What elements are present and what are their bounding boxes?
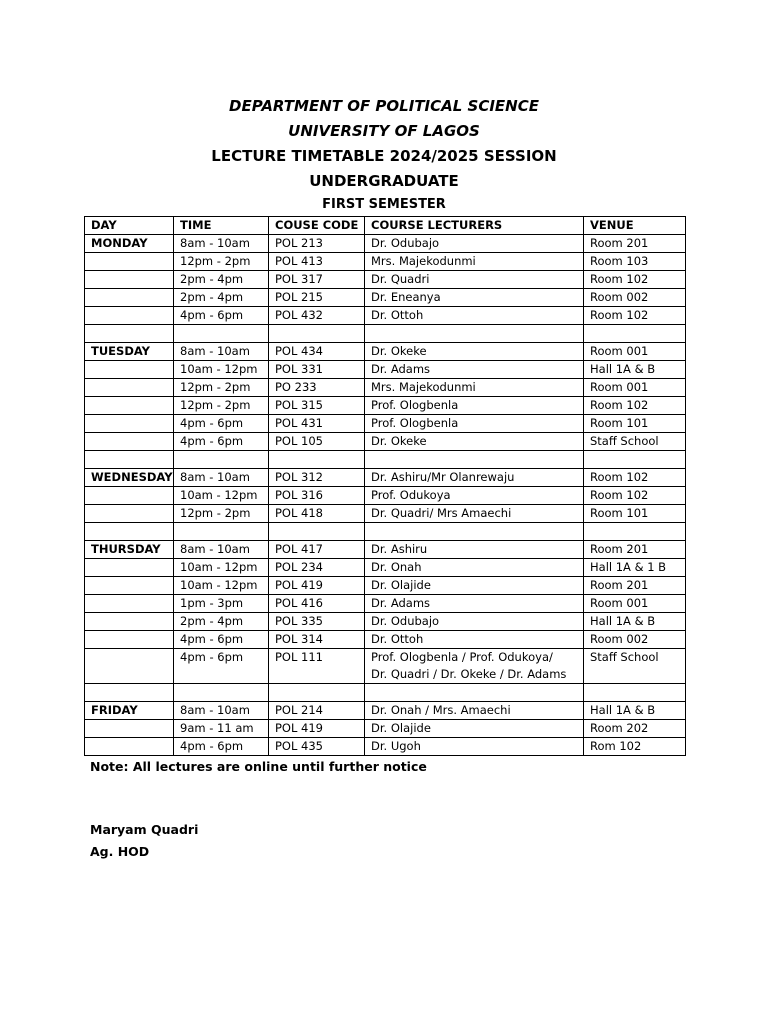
day-cell: MONDAY	[85, 235, 174, 253]
course-code-cell: POL 418	[269, 505, 365, 523]
time-cell: 8am - 10am	[174, 541, 269, 559]
time-cell: 4pm - 6pm	[174, 649, 269, 684]
time-cell: 4pm - 6pm	[174, 433, 269, 451]
time-cell: 10am - 12pm	[174, 577, 269, 595]
lecturer-cell	[365, 523, 584, 541]
lecturer-cell: Dr. Eneanya	[365, 289, 584, 307]
time-cell: 1pm - 3pm	[174, 595, 269, 613]
table-row	[85, 235, 686, 253]
course-code-cell: POL 213	[269, 235, 365, 253]
time-cell: 8am - 10am	[174, 235, 269, 253]
lecturer-cell: Dr. Ottoh	[365, 307, 584, 325]
day-cell	[85, 307, 174, 325]
venue-cell: Room 201	[584, 235, 686, 253]
day-cell	[85, 559, 174, 577]
lecturer-cell: Prof. Odukoya	[365, 487, 584, 505]
time-cell: 4pm - 6pm	[174, 631, 269, 649]
day-cell	[85, 505, 174, 523]
time-cell: 2pm - 4pm	[174, 289, 269, 307]
lecturer-cell: Dr. Okeke	[365, 433, 584, 451]
time-cell: 12pm - 2pm	[174, 397, 269, 415]
semester-title: FIRST SEMESTER	[322, 197, 446, 212]
venue-cell: Hall 1A & 1 B	[584, 559, 686, 577]
course-code-cell	[269, 451, 365, 469]
lecturer-cell: Dr. Onah	[365, 559, 584, 577]
venue-cell: Room 001	[584, 379, 686, 397]
course-code-cell: POL 214	[269, 702, 365, 720]
department-title: DEPARTMENT OF POLITICAL SCIENCE	[229, 97, 539, 115]
time-cell: 12pm - 2pm	[174, 379, 269, 397]
lecturer-line: Prof. Ologbenla / Prof. Odukoya/	[371, 650, 553, 664]
table-row	[85, 253, 686, 271]
course-code-cell: POL 234	[269, 559, 365, 577]
lecturer-cell: Dr. Olajide	[365, 577, 584, 595]
venue-cell: Room 002	[584, 631, 686, 649]
table-row	[85, 379, 686, 397]
lecturer-cell: Prof. Ologbenla	[365, 397, 584, 415]
day-cell	[85, 271, 174, 289]
venue-cell: Room 202	[584, 720, 686, 738]
table-row	[85, 649, 686, 684]
course-code-cell: POL 105	[269, 433, 365, 451]
time-cell	[174, 684, 269, 702]
day-cell: THURSDAY	[85, 541, 174, 559]
venue-cell	[584, 523, 686, 541]
lecturer-cell	[365, 451, 584, 469]
lecturer-cell: Mrs. Majekodunmi	[365, 253, 584, 271]
course-code-cell: POL 419	[269, 577, 365, 595]
day-cell: WEDNESDAY	[85, 469, 174, 487]
timetable-body	[85, 235, 686, 756]
venue-cell: Hall 1A & B	[584, 613, 686, 631]
time-cell: 12pm - 2pm	[174, 253, 269, 271]
venue-cell: Room 101	[584, 505, 686, 523]
time-cell: 2pm - 4pm	[174, 613, 269, 631]
day-cell	[85, 720, 174, 738]
course-code-cell: POL 434	[269, 343, 365, 361]
table-row	[85, 505, 686, 523]
university-title: UNIVERSITY OF LAGOS	[288, 122, 480, 140]
venue-cell: Room 102	[584, 397, 686, 415]
table-row	[85, 343, 686, 361]
time-cell	[174, 325, 269, 343]
table-row	[85, 289, 686, 307]
column-header-time: TIME	[174, 217, 269, 235]
day-cell: TUESDAY	[85, 343, 174, 361]
day-cell	[85, 361, 174, 379]
table-row	[85, 720, 686, 738]
day-cell	[85, 415, 174, 433]
day-cell	[85, 451, 174, 469]
venue-cell	[584, 451, 686, 469]
course-code-cell: POL 316	[269, 487, 365, 505]
table-row	[85, 541, 686, 559]
day-cell: FRIDAY	[85, 702, 174, 720]
lecturer-cell: Dr. Ashiru	[365, 541, 584, 559]
course-code-cell: POL 315	[269, 397, 365, 415]
venue-cell: Room 001	[584, 343, 686, 361]
course-code-cell: POL 215	[269, 289, 365, 307]
course-code-cell: POL 314	[269, 631, 365, 649]
venue-cell: Room 201	[584, 541, 686, 559]
venue-cell: Room 102	[584, 487, 686, 505]
table-row	[85, 361, 686, 379]
column-header-lecturers: COURSE LECTURERS	[365, 217, 584, 235]
level-title: UNDERGRADUATE	[309, 172, 459, 190]
column-header-course-code: COUSE CODE	[269, 217, 365, 235]
lecturer-cell	[365, 684, 584, 702]
venue-cell: Room 001	[584, 595, 686, 613]
venue-cell	[584, 684, 686, 702]
table-row	[85, 559, 686, 577]
table-row	[85, 307, 686, 325]
lecturer-cell: Dr. Ashiru/Mr Olanrewaju	[365, 469, 584, 487]
lecturer-cell: Dr. Quadri	[365, 271, 584, 289]
lecturer-cell: Dr. Okeke	[365, 343, 584, 361]
table-row	[85, 433, 686, 451]
table-row	[85, 631, 686, 649]
table-row	[85, 577, 686, 595]
lecturer-cell: Dr. Adams	[365, 595, 584, 613]
online-notice: Note: All lectures are online until further notice	[90, 759, 427, 774]
table-row	[85, 469, 686, 487]
venue-cell	[584, 325, 686, 343]
venue-cell: Room 103	[584, 253, 686, 271]
course-code-cell: POL 331	[269, 361, 365, 379]
time-cell: 8am - 10am	[174, 702, 269, 720]
lecturer-cell: Dr. Olajide	[365, 720, 584, 738]
venue-cell: Room 102	[584, 271, 686, 289]
column-header-venue: VENUE	[584, 217, 686, 235]
signatory-name: Maryam Quadri	[90, 822, 199, 837]
venue-cell: Hall 1A & B	[584, 361, 686, 379]
table-row	[85, 738, 686, 756]
day-cell	[85, 613, 174, 631]
time-cell: 10am - 12pm	[174, 361, 269, 379]
day-cell	[85, 433, 174, 451]
course-code-cell: POL 317	[269, 271, 365, 289]
time-cell: 8am - 10am	[174, 469, 269, 487]
venue-cell: Room 101	[584, 415, 686, 433]
table-row	[85, 415, 686, 433]
time-cell	[174, 451, 269, 469]
lecturer-cell: Dr. Quadri/ Mrs Amaechi	[365, 505, 584, 523]
table-row	[85, 325, 686, 343]
venue-cell: Room 002	[584, 289, 686, 307]
table-row	[85, 397, 686, 415]
venue-cell: Room 102	[584, 307, 686, 325]
lecturer-cell	[365, 325, 584, 343]
table-row	[85, 523, 686, 541]
signature-block	[90, 821, 198, 865]
day-cell	[85, 577, 174, 595]
table-row	[85, 595, 686, 613]
time-cell: 10am - 12pm	[174, 487, 269, 505]
course-code-cell: POL 111	[269, 649, 365, 684]
timetable-title: LECTURE TIMETABLE 2024/2025 SESSION	[211, 147, 557, 165]
venue-cell: Staff School	[584, 433, 686, 451]
course-code-cell: POL 417	[269, 541, 365, 559]
course-code-cell	[269, 684, 365, 702]
table-row	[85, 451, 686, 469]
table-row	[85, 684, 686, 702]
time-cell: 8am - 10am	[174, 343, 269, 361]
signatory-title: Ag. HOD	[90, 844, 150, 859]
venue-cell: Staff School	[584, 649, 686, 684]
venue-cell: Room 102	[584, 469, 686, 487]
course-code-cell	[269, 325, 365, 343]
lecturer-cell	[365, 649, 584, 684]
course-code-cell: POL 435	[269, 738, 365, 756]
day-cell	[85, 379, 174, 397]
lecturer-cell: Dr. Odubajo	[365, 235, 584, 253]
table-row	[85, 702, 686, 720]
table-row	[85, 487, 686, 505]
table-header-row	[85, 217, 686, 235]
course-code-cell	[269, 523, 365, 541]
lecturer-cell: Dr. Adams	[365, 361, 584, 379]
venue-cell: Hall 1A & B	[584, 702, 686, 720]
day-cell	[85, 649, 174, 684]
lecturer-cell: Dr. Onah / Mrs. Amaechi	[365, 702, 584, 720]
time-cell: 9am - 11 am	[174, 720, 269, 738]
day-cell	[85, 631, 174, 649]
day-cell	[85, 738, 174, 756]
course-code-cell: POL 335	[269, 613, 365, 631]
course-code-cell: POL 416	[269, 595, 365, 613]
lecturer-line: Dr. Quadri / Dr. Okeke / Dr. Adams	[371, 667, 567, 681]
day-cell	[85, 325, 174, 343]
time-cell	[174, 523, 269, 541]
day-cell	[85, 684, 174, 702]
time-cell: 4pm - 6pm	[174, 415, 269, 433]
document-header	[0, 94, 768, 216]
day-cell	[85, 487, 174, 505]
day-cell	[85, 595, 174, 613]
lecture-timetable	[84, 216, 686, 756]
day-cell	[85, 397, 174, 415]
day-cell	[85, 253, 174, 271]
time-cell: 2pm - 4pm	[174, 271, 269, 289]
lecturer-cell: Dr. Ugoh	[365, 738, 584, 756]
day-cell	[85, 289, 174, 307]
course-code-cell: POL 432	[269, 307, 365, 325]
time-cell: 4pm - 6pm	[174, 738, 269, 756]
time-cell: 10am - 12pm	[174, 559, 269, 577]
lecturer-cell: Dr. Ottoh	[365, 631, 584, 649]
time-cell: 4pm - 6pm	[174, 307, 269, 325]
course-code-cell: POL 431	[269, 415, 365, 433]
table-row	[85, 271, 686, 289]
course-code-cell: POL 419	[269, 720, 365, 738]
column-header-day: DAY	[85, 217, 174, 235]
day-cell	[85, 523, 174, 541]
time-cell: 12pm - 2pm	[174, 505, 269, 523]
course-code-cell: POL 413	[269, 253, 365, 271]
venue-cell: Room 201	[584, 577, 686, 595]
course-code-cell: POL 312	[269, 469, 365, 487]
lecturer-cell: Mrs. Majekodunmi	[365, 379, 584, 397]
venue-cell: Rom 102	[584, 738, 686, 756]
lecturer-cell: Dr. Odubajo	[365, 613, 584, 631]
course-code-cell: PO 233	[269, 379, 365, 397]
lecturer-cell: Prof. Ologbenla	[365, 415, 584, 433]
table-row	[85, 613, 686, 631]
